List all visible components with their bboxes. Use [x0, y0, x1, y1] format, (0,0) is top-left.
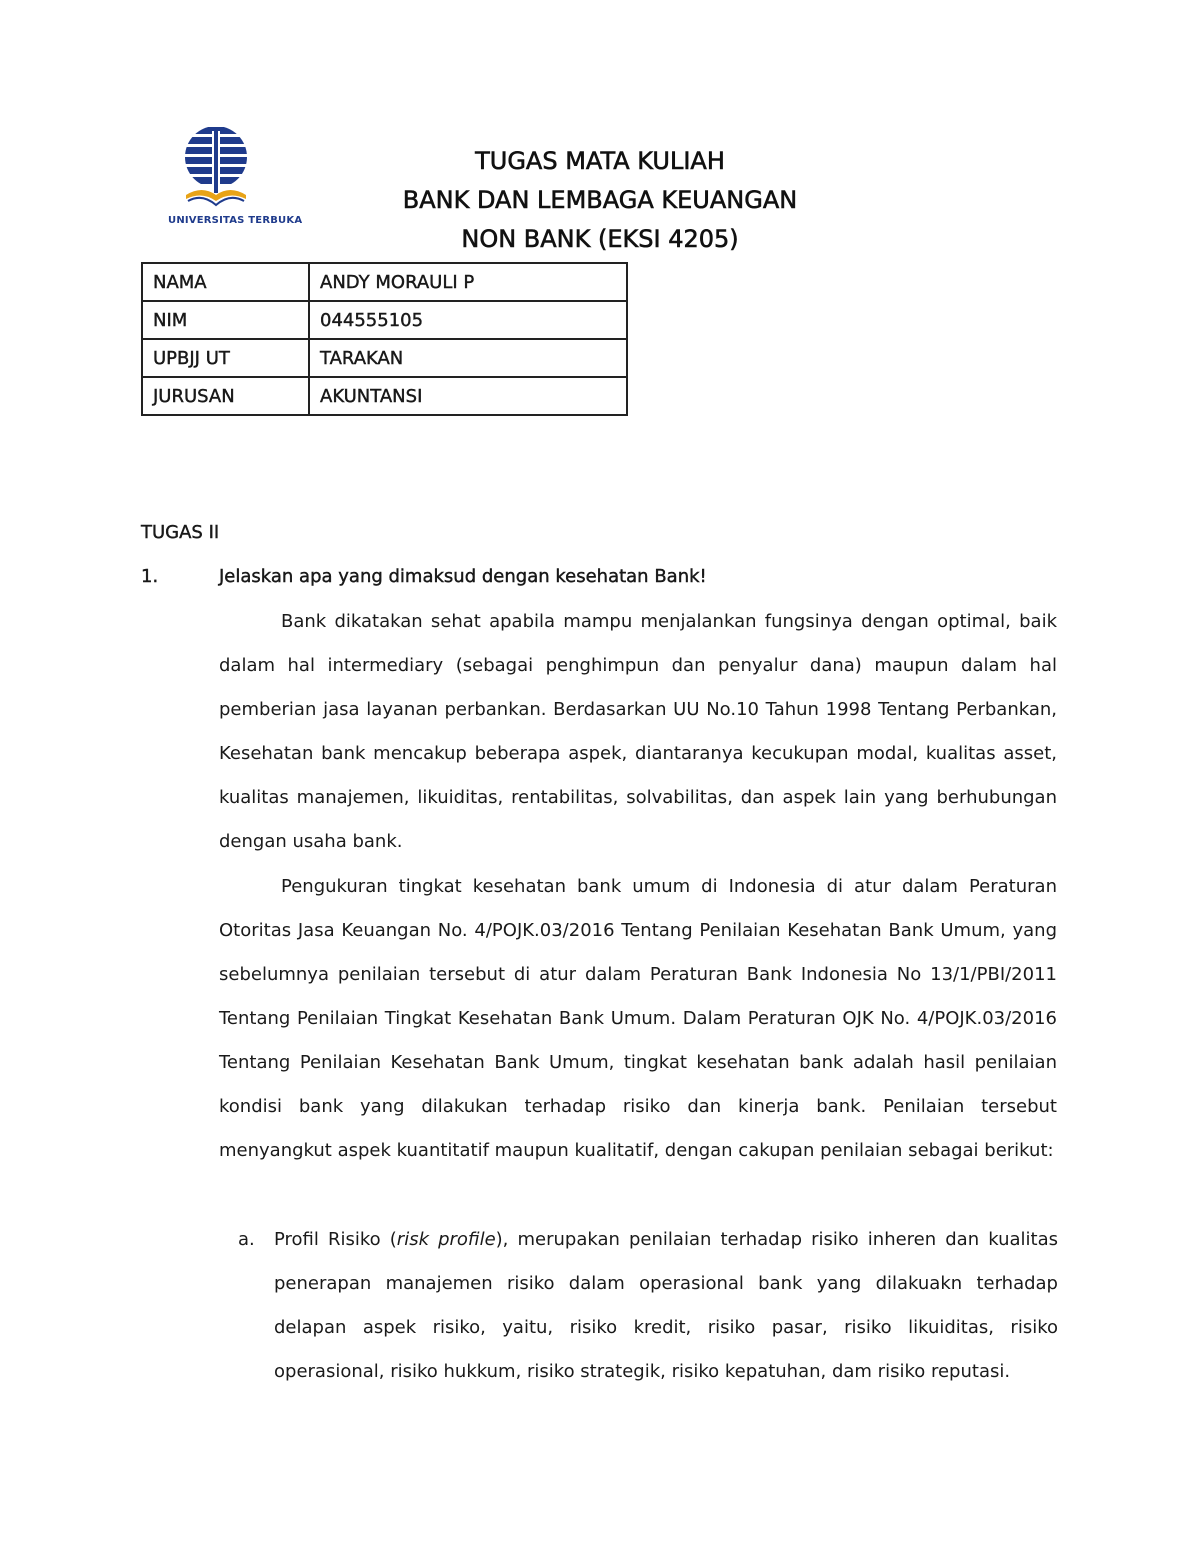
list-item-text: [274, 1218, 1058, 1394]
university-emblem-icon: [174, 125, 272, 217]
logo-label: UNIVERSITAS TERBUKA: [168, 215, 303, 226]
identity-key: NAMA: [142, 263, 309, 301]
table-row: [142, 301, 627, 339]
title-line-1: TUGAS MATA KULIAH: [475, 147, 725, 175]
question-number: 1.: [141, 566, 159, 587]
identity-table: [141, 262, 628, 416]
identity-key: UPBJJ UT: [142, 339, 309, 377]
table-row: [142, 339, 627, 377]
identity-value: TARAKAN: [309, 339, 627, 377]
table-row: [142, 377, 627, 415]
identity-value: 044555105: [309, 301, 627, 339]
question-heading: [141, 566, 1061, 587]
section-title: TUGAS II: [141, 522, 220, 543]
question-text: Jelaskan apa yang dimaksud dengan kesehatan Bank!: [219, 566, 707, 587]
document-title: [300, 142, 900, 259]
title-line-2: BANK DAN LEMBAGA KEUANGAN: [402, 186, 798, 214]
item-text-italic: risk profile: [396, 1229, 496, 1250]
identity-value: ANDY MORAULI P: [309, 263, 627, 301]
identity-value: AKUNTANSI: [309, 377, 627, 415]
list-item: [238, 1218, 1058, 1394]
answer-paragraph-1: Bank dikatakan sehat apabila mampu menjalankan fungsinya dengan optimal, baik dalam hal intermediary (sebagai penghimpun dan penyalur dana) maupun dalam hal pemberian jasa layanan perbankan. Berdasarkan UU No.10 Tahun 1998 Tentang Perbankan, Kesehatan bank mencakup beberapa aspek, diantaranya kecukupan modal, kualitas asset, kualitas manajemen, likuiditas, rentabilitas, solvabilitas, dan aspek lain yang berhubungan dengan usaha bank.: [219, 611, 1057, 852]
table-row: [142, 263, 627, 301]
item-text-start: Profil Risiko (: [274, 1229, 397, 1250]
item-text-end: ), merupakan penilaian terhadap risiko inheren dan kualitas penerapan manajemen risiko dalam operasional bank yang dilakuakn terhadap delapan aspek risiko, yaitu, risiko kredit, risiko pasar, risiko likuiditas, risiko operasional, risiko hukkum, risiko strategik, risiko kepatuhan, dam risiko reputasi.: [274, 1229, 1058, 1382]
answer-paragraph-2: Pengukuran tingkat kesehatan bank umum di Indonesia di atur dalam Peraturan Otoritas Jasa Keuangan No. 4/POJK.03/2016 Tentang Penilaian Kesehatan Bank Umum, yang sebelumnya penilaian tersebut di atur dalam Peraturan Bank Indonesia No 13/1/PBI/2011 Tentang Penilaian Tingkat Kesehatan Bank Umum. Dalam Peraturan OJK No. 4/POJK.03/2016 Tentang Penilaian Kesehatan Bank Umum, tingkat kesehatan bank adalah hasil penilaian kondisi bank yang dilakukan terhadap risiko dan kinerja bank. Penilaian tersebut menyangkut aspek kuantitatif maupun kualitatif, dengan cakupan penilaian sebagai berikut:: [219, 876, 1057, 1161]
identity-key: JURUSAN: [142, 377, 309, 415]
identity-key: NIM: [142, 301, 309, 339]
list-marker: a.: [238, 1229, 255, 1250]
title-line-3: NON BANK (EKSI 4205): [461, 225, 739, 253]
university-logo: [168, 125, 303, 235]
